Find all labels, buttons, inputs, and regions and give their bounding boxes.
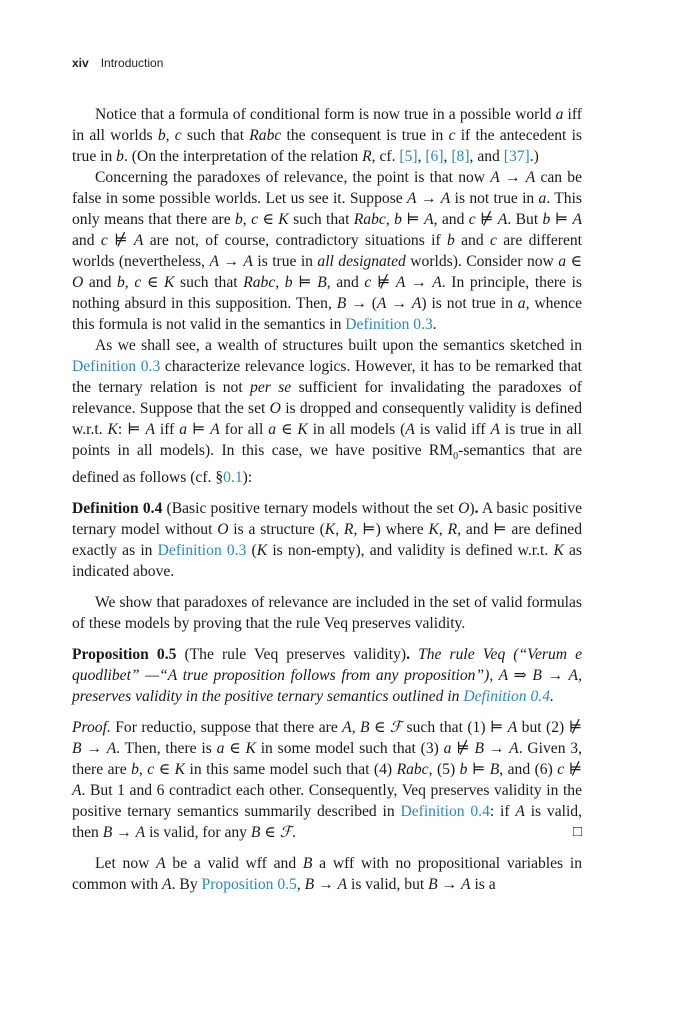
section-link[interactable]: 0.1 <box>223 469 243 487</box>
proposition-block: Proposition 0.5 (The rule Veq preserves validity). The rule Veq (“Verum e quodlibet” —“A true proposition follows from any proposition”), A ⇒ B → A, preserves validity in the positive ternary semantics outlined in Definition 0.4. <box>72 646 583 706</box>
paragraph: Notice that a formula of conditional form is now true in a possible world a iff in all worlds b, c such that Rabc the consequent is true in c if the antecedent is true in b. (On the interpretation of the relation R, cf. [5], [6], [8], and [37].) <box>72 106 582 165</box>
proof-block: Proof. For reductio, suppose that there are A, B ∈ ℱ such that (1) ⊨ A but (2) ⊭ B → A. Then, there is a ∈ K in some model such that (3) a ⊭ B → A. Given 3, there are b, c ∈ K in this same model such that (4) Rabc, (5) b ⊨ B, and (6) c ⊭ A. But 1 and 6 contradict each other. Consequently, Veq preserves validity in the positive ternary semantics summarily described in Definition 0.4: if A is valid, then B → A is valid, for any B ∈ ℱ. □ <box>72 719 583 842</box>
citation-link[interactable]: [37] <box>503 148 530 165</box>
definition-link[interactable]: Definition 0.3 <box>345 316 433 333</box>
paragraph: We show that paradoxes of relevance are included in the set of valid formulas of these models by proving that the rule Veq preserves validity. <box>72 594 582 633</box>
proposition-link[interactable]: Proposition 0.5 <box>201 876 297 894</box>
citation-link[interactable]: [6] <box>425 148 444 165</box>
paragraph: As we shall see, a wealth of structures built upon the semantics sketched in Definition 0.3 characterize relevance logics. However, it has to be remarked that the ternary relation is not per se sufficient for invalidating the paradoxes of relevance. Suppose that the set O is dropped and consequently validity is defined w.r.t. K: ⊨ A iff a ⊨ A for all a ∈ K in all models (A is valid iff A is true in all points in all models). In this case, we have positive $RM_0$-semantics that are defined as follows (cf. §0.1): <box>72 337 582 487</box>
paragraph: Let now A be a valid wff and B a wff with no propositional variables in common with A. By Proposition 0.5, B → A is valid, but B → A is a <box>72 855 582 894</box>
paragraph: Concerning the paradoxes of relevance, the point is that now A → A can be false in some possible worlds. Let us see it. Suppose A → A is not true in a. This only means that there are b, c ∈ K such that Rabc, b ⊨ A, and c ⊭ A. But b ⊨ A and c ⊭ A are not, of course, contradictory situations if b and c are different worlds (nevertheless, A → A is true in all designated worlds). Consider now a ∈ O and b, c ∈ K such that Rabc, b ⊨ B, and c ⊭ A → A. In principle, there is nothing absurd in this supposition. Then, B → (A → A) is not true in a, whence this formula is not valid in the semantics in Definition 0.3. <box>72 169 583 333</box>
running-title: Introduction <box>100 56 164 70</box>
citation-link[interactable]: [5] <box>399 148 418 165</box>
page-number: xiv <box>72 56 89 70</box>
definition-link[interactable]: Definition 0.4 <box>463 688 550 706</box>
qed-symbol: □ <box>572 824 582 841</box>
body-text <box>72 104 582 895</box>
definition-label: Definition 0.4 <box>72 500 163 518</box>
definition-block: Definition 0.4 (Basic positive ternary models without the set O). A basic positive ternary model without O is a structure (K, R, ⊨) where K, R, and ⊨ are defined exactly as in Definition 0.3 (K is non-empty), and validity is defined w.r.t. K as indicated above. <box>72 500 582 581</box>
definition-link[interactable]: Definition 0.3 <box>157 542 247 560</box>
proof-label: Proof. <box>72 719 111 737</box>
definition-link[interactable]: Definition 0.4 <box>400 803 490 821</box>
running-header <box>72 56 163 70</box>
proposition-label: Proposition 0.5 <box>72 646 177 664</box>
definition-link[interactable]: Definition 0.3 <box>72 358 161 375</box>
citation-link[interactable]: [8] <box>451 148 470 165</box>
